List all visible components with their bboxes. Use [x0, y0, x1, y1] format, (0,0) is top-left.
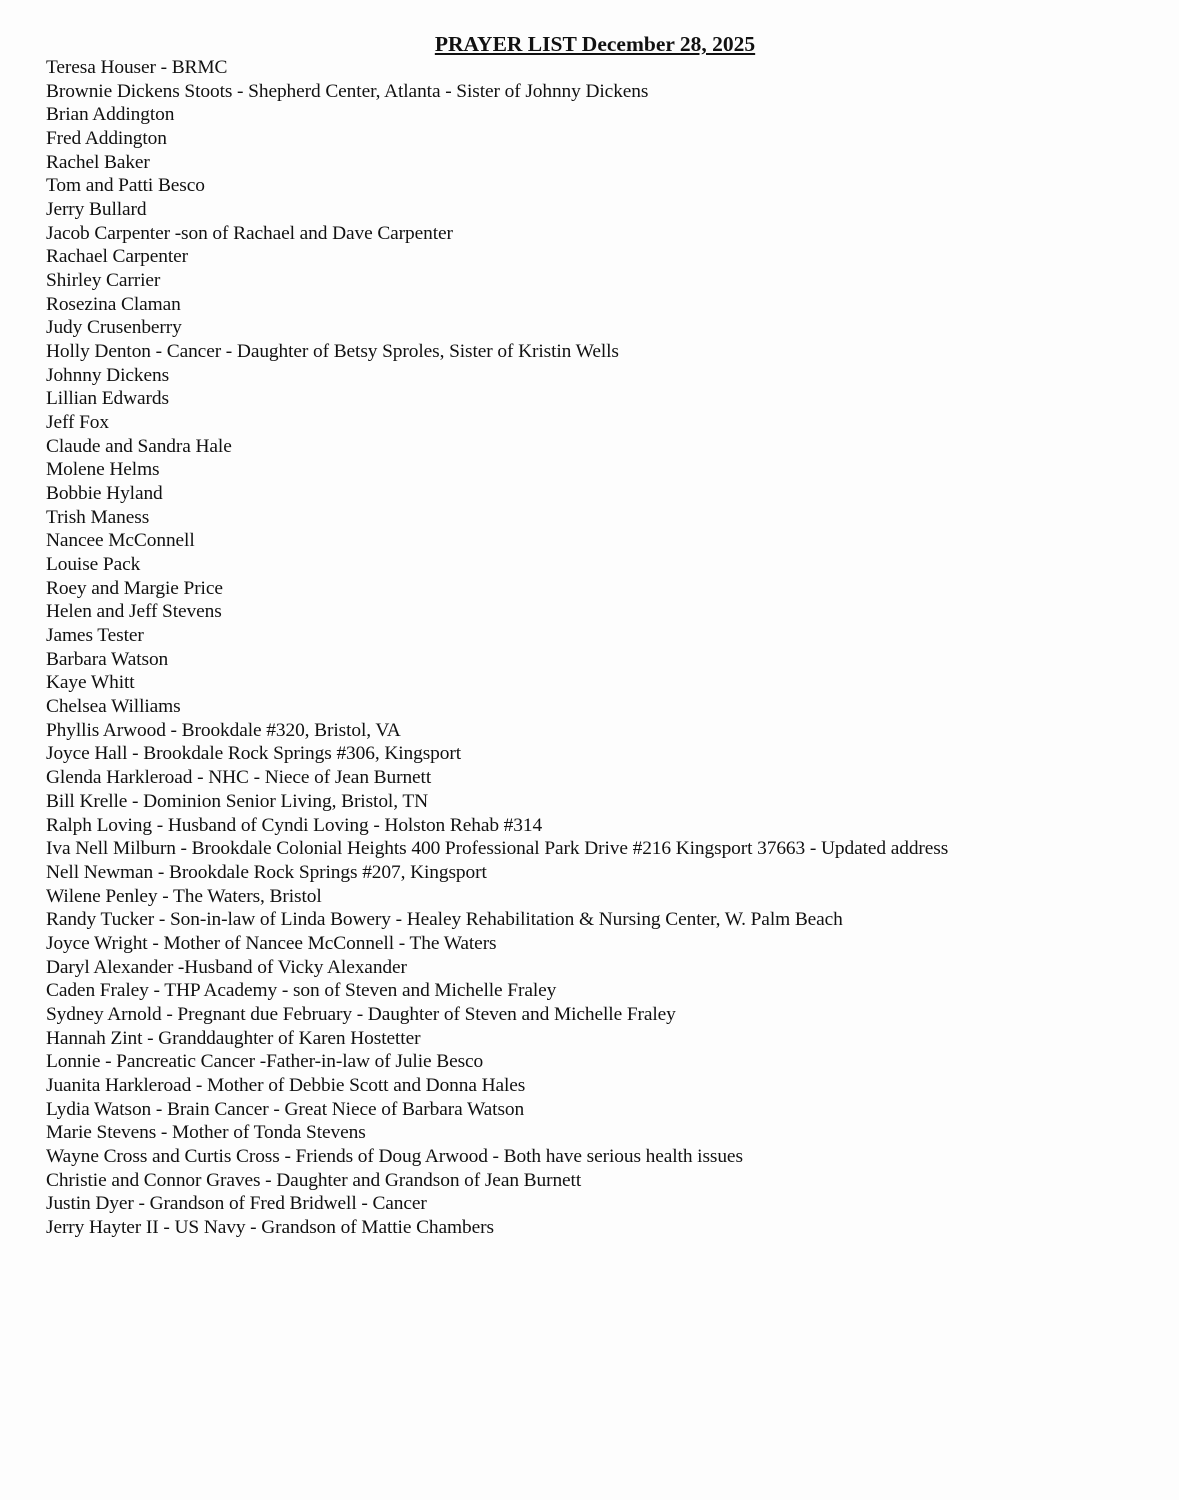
list-item: Rachel Baker [46, 151, 150, 173]
list-item: Iva Nell Milburn - Brookdale Colonial Heights 400 Professional Park Drive #216 Kingsport 37663 - Updated address [46, 838, 949, 860]
list-item: Phyllis Arwood - Brookdale #320, Bristol, VA [46, 719, 401, 741]
list-item: Rosezina Claman [46, 293, 181, 315]
list-item: Roey and Margie Price [46, 577, 223, 599]
list-item: Hannah Zint - Granddaughter of Karen Hostetter [46, 1027, 421, 1049]
list-item: Teresa Houser - BRMC [46, 57, 228, 78]
list-item: Marie Stevens - Mother of Tonda Stevens [46, 1122, 366, 1144]
list-item: Rachael Carpenter [46, 246, 189, 268]
page-title: PRAYER LIST December 28, 2025 [434, 32, 756, 56]
list-item: Jacob Carpenter -son of Rachael and Dave Carpenter [46, 222, 453, 244]
list-item: Jerry Bullard [46, 199, 147, 221]
list-item: Fred Addington [46, 128, 167, 150]
list-item: Johnny Dickens [46, 364, 170, 386]
list-item: Justin Dyer - Grandson of Fred Bridwell - Cancer [46, 1193, 427, 1215]
list-item: Helen and Jeff Stevens [46, 601, 222, 623]
list-item: Lillian Edwards [46, 388, 169, 410]
list-item: Bobbie Hyland [46, 483, 163, 505]
list-item: Nell Newman - Brookdale Rock Springs #207, Kingsport [46, 861, 487, 883]
list-item: Glenda Harkleroad - NHC - Niece of Jean Burnett [46, 767, 432, 789]
list-item: Lonnie - Pancreatic Cancer -Father-in-law of Julie Besco [46, 1051, 484, 1073]
list-item: Bill Krelle - Dominion Senior Living, Bristol, TN [46, 790, 428, 812]
list-item: Louise Pack [46, 554, 141, 576]
list-item: Caden Fraley - THP Academy - son of Steven and Michelle Fraley [46, 980, 557, 1002]
list-item: James Tester [46, 625, 144, 647]
list-item: Juanita Harkleroad - Mother of Debbie Scott and Donna Hales [46, 1074, 526, 1096]
list-item: Shirley Carrier [46, 270, 161, 292]
list-item: Brian Addington [46, 104, 175, 126]
list-item: Randy Tucker - Son-in-law of Linda Bowery - Healey Rehabilitation & Nursing Center, W. Palm Beach [46, 909, 843, 931]
list-item: Wayne Cross and Curtis Cross - Friends of Doug Arwood - Both have serious health issues [46, 1145, 743, 1167]
list-item: Nancee McConnell [46, 530, 195, 552]
list-item: Judy Crusenberry [46, 317, 182, 339]
list-item: Tom and Patti Besco [46, 175, 205, 197]
list-item: Kaye Whitt [46, 672, 135, 694]
list-item: Sydney Arnold - Pregnant due February - Daughter of Steven and Michelle Fraley [46, 1003, 676, 1025]
list-item: Daryl Alexander -Husband of Vicky Alexander [46, 956, 407, 978]
list-item: Molene Helms [46, 459, 160, 481]
list-item: Lydia Watson - Brain Cancer - Great Niece of Barbara Watson [46, 1098, 525, 1120]
list-item: Joyce Hall - Brookdale Rock Springs #306, Kingsport [46, 743, 461, 765]
list-item: Brownie Dickens Stoots - Shepherd Center, Atlanta - Sister of Johnny Dickens [46, 80, 649, 102]
list-item: Barbara Watson [46, 648, 169, 670]
list-item: Trish Maness [46, 506, 150, 528]
list-item: Ralph Loving - Husband of Cyndi Loving - Holston Rehab #314 [46, 814, 543, 836]
list-item: Chelsea Williams [46, 696, 181, 718]
list-item: Jerry Hayter II - US Navy - Grandson of Mattie Chambers [46, 1216, 494, 1238]
prayer-list [46, 56, 948, 1240]
list-item: Claude and Sandra Hale [46, 435, 232, 457]
list-item: Wilene Penley - The Waters, Bristol [46, 885, 322, 907]
list-item: Jeff Fox [46, 412, 109, 434]
list-item: Joyce Wright - Mother of Nancee McConnell - The Waters [46, 932, 497, 954]
list-item: Holly Denton - Cancer - Daughter of Betsy Sproles, Sister of Kristin Wells [46, 341, 619, 363]
list-item: Christie and Connor Graves - Daughter and Grandson of Jean Burnett [46, 1169, 582, 1191]
